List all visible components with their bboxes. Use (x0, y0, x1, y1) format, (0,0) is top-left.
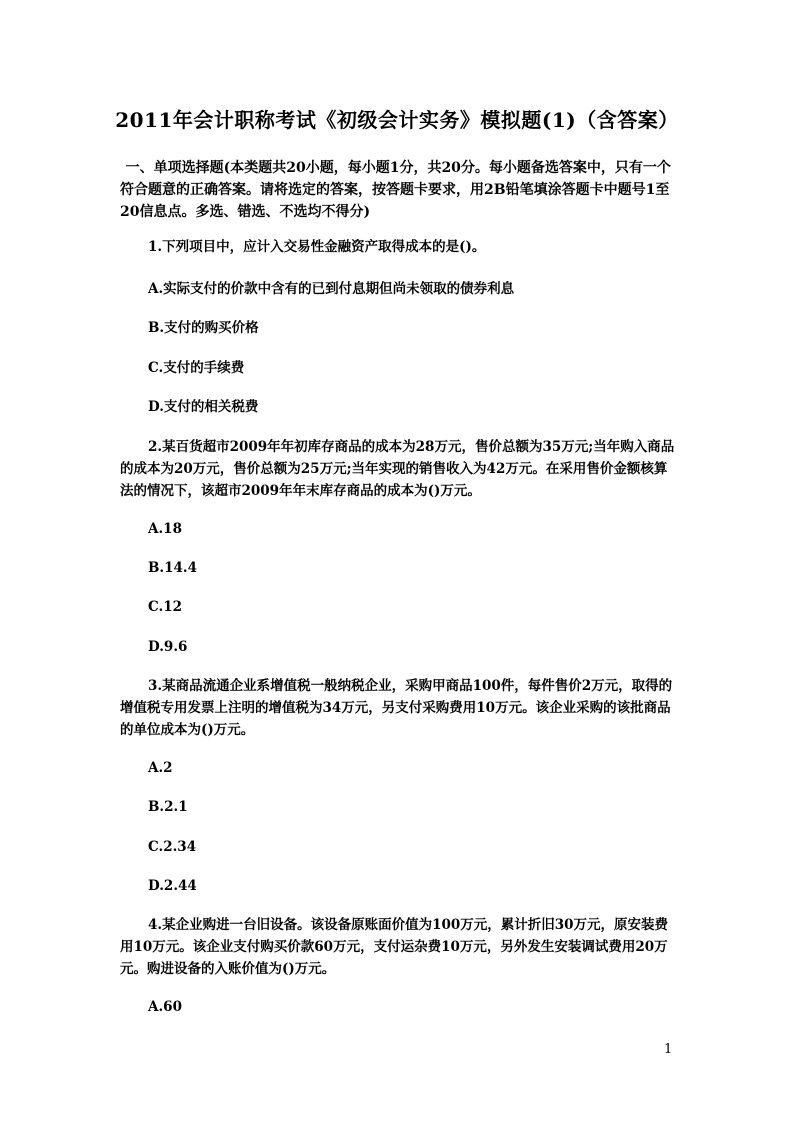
question-1-option-c: C.支付的手续费 (148, 360, 245, 376)
page-number: 1 (664, 1042, 673, 1057)
question-3-option-a: A.2 (148, 760, 173, 776)
question-1: 1.下列项目中，应计入交易性金融资产取得成本的是()。 (148, 239, 486, 255)
question-3: 3.某商品流通企业系增值税一般纳税企业，采购甲商品100件，每件售价2万元，取得的增值税专用发票上注明的增值税为34万元，另支付采购费用10万元。该企业采购的该批商品的单位成本为()万元。 (120, 678, 673, 738)
section-intro: 一、单项选择题(本类题共20小题，每小题1分，共20分。每小题备选答案中，只有一个符合题意的正确答案。请将选定的答案，按答题卡要求，用2B铅笔填涂答题卡中题号1至20信息点。多选、错选、不选均不得分) (120, 160, 671, 220)
question-3-option-d: D.2.44 (148, 878, 197, 894)
question-2: 2.某百货超市2009年年初库存商品的成本为28万元，售价总额为35万元;当年购入商品的成本为20万元，售价总额为25万元;当年实现的销售收入为42万元。在采用售价金额核算法的情况下，该超市2009年年末库存商品的成本为()万元。 (120, 439, 675, 499)
question-2-option-d: D.9.6 (148, 639, 188, 655)
question-1-option-a: A.实际支付的价款中含有的已到付息期但尚未领取的债券利息 (148, 281, 515, 297)
question-3-option-b: B.2.1 (148, 799, 188, 815)
question-2-option-c: C.12 (148, 599, 182, 615)
question-4-option-a: A.60 (148, 999, 182, 1015)
question-2-option-b: B.14.4 (148, 560, 197, 576)
question-3-option-c: C.2.34 (148, 839, 197, 855)
question-4: 4.某企业购进一台旧设备。该设备原账面价值为100万元，累计折旧30万元，原安装费用10万元。该企业支付购买价款60万元，支付运杂费10万元，另外发生安装调试费用20万元。购进设备的入账价值为()万元。 (120, 917, 669, 977)
question-2-option-a: A.18 (148, 521, 182, 537)
page-title: 2011年会计职称考试《初级会计实务》模拟题(1)（含答案） (115, 108, 679, 132)
question-1-option-b: B.支付的购买价格 (148, 320, 259, 336)
question-1-option-d: D.支付的相关税费 (148, 399, 259, 415)
